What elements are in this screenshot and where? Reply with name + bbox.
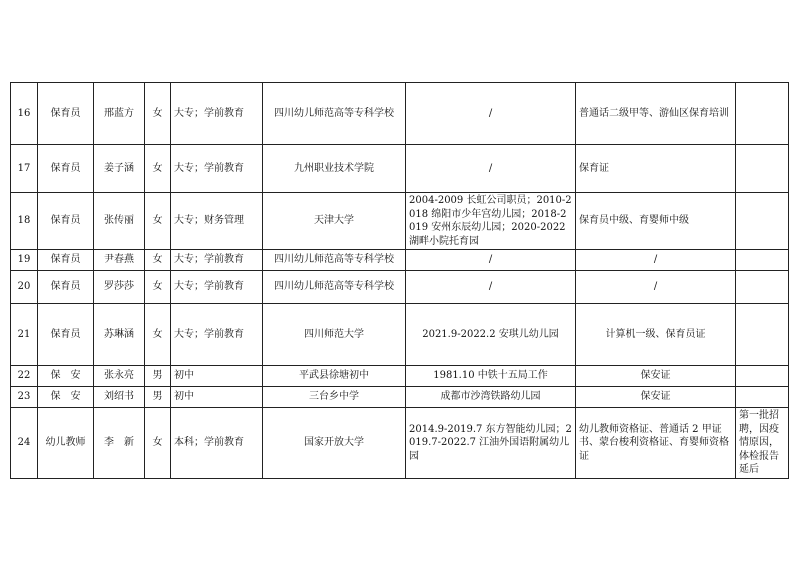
position-cell: 保育员 (38, 193, 94, 250)
experience-cell: / (406, 271, 576, 304)
experience-cell: 2021.9-2022.2 安琪儿幼儿园 (406, 304, 576, 366)
table-row (11, 250, 789, 271)
note-cell (736, 387, 789, 408)
table-row (11, 193, 789, 250)
gender-cell: 男 (145, 366, 171, 387)
experience-cell: 成都市沙湾铁路幼儿园 (406, 387, 576, 408)
education-cell: 大专；学前教育 (171, 271, 263, 304)
gender-cell: 女 (145, 408, 171, 479)
table-row (11, 145, 789, 193)
certificates-cell: / (576, 271, 736, 304)
experience-cell: / (406, 250, 576, 271)
gender-cell: 女 (145, 271, 171, 304)
gender-cell: 女 (145, 250, 171, 271)
name-cell: 邢蓝方 (94, 83, 145, 145)
education-cell: 初中 (171, 366, 263, 387)
table-row (11, 408, 789, 479)
position-cell: 保 安 (38, 366, 94, 387)
position-cell: 保育员 (38, 145, 94, 193)
position-cell: 保育员 (38, 304, 94, 366)
gender-cell: 女 (145, 145, 171, 193)
school-cell: 四川师范大学 (263, 304, 406, 366)
position-cell: 保育员 (38, 250, 94, 271)
row-number: 23 (11, 387, 38, 408)
education-cell: 本科；学前教育 (171, 408, 263, 479)
note-cell (736, 145, 789, 193)
certificates-cell: 普通话二级甲等、游仙区保育培训 (576, 83, 736, 145)
name-cell: 罗莎莎 (94, 271, 145, 304)
name-cell: 尹春燕 (94, 250, 145, 271)
position-cell: 保育员 (38, 271, 94, 304)
school-cell: 天津大学 (263, 193, 406, 250)
name-cell: 张传丽 (94, 193, 145, 250)
name-cell: 苏琳涵 (94, 304, 145, 366)
education-cell: 大专；学前教育 (171, 83, 263, 145)
name-cell: 张永亮 (94, 366, 145, 387)
gender-cell: 女 (145, 193, 171, 250)
gender-cell: 女 (145, 83, 171, 145)
table-row (11, 387, 789, 408)
row-number: 19 (11, 250, 38, 271)
school-cell: 四川幼儿师范高等专科学校 (263, 83, 406, 145)
table-row (11, 271, 789, 304)
experience-cell: / (406, 83, 576, 145)
certificates-cell: 保安证 (576, 387, 736, 408)
note-cell: 第一批招聘，因疫情原因，体检报告延后 (736, 408, 789, 479)
gender-cell: 男 (145, 387, 171, 408)
school-cell: 四川幼儿师范高等专科学校 (263, 250, 406, 271)
row-number: 18 (11, 193, 38, 250)
certificates-cell: 计算机一级、保育员证 (576, 304, 736, 366)
education-cell: 大专；财务管理 (171, 193, 263, 250)
education-cell: 初中 (171, 387, 263, 408)
gender-cell: 女 (145, 304, 171, 366)
staff-table (10, 82, 789, 479)
table-row (11, 83, 789, 145)
row-number: 22 (11, 366, 38, 387)
name-cell: 姜子涵 (94, 145, 145, 193)
row-number: 17 (11, 145, 38, 193)
note-cell (736, 366, 789, 387)
note-cell (736, 271, 789, 304)
row-number: 21 (11, 304, 38, 366)
note-cell (736, 193, 789, 250)
school-cell: 三台乡中学 (263, 387, 406, 408)
name-cell: 刘绍书 (94, 387, 145, 408)
row-number: 20 (11, 271, 38, 304)
education-cell: 大专；学前教育 (171, 304, 263, 366)
experience-cell: / (406, 145, 576, 193)
table-row (11, 366, 789, 387)
note-cell (736, 304, 789, 366)
table-row (11, 304, 789, 366)
certificates-cell: 保育员中级、育婴师中级 (576, 193, 736, 250)
row-number: 16 (11, 83, 38, 145)
school-cell: 平武县徐塘初中 (263, 366, 406, 387)
school-cell: 国家开放大学 (263, 408, 406, 479)
certificates-cell: / (576, 250, 736, 271)
note-cell (736, 83, 789, 145)
certificates-cell: 保育证 (576, 145, 736, 193)
experience-cell: 1981.10 中铁十五局工作 (406, 366, 576, 387)
position-cell: 幼儿教师 (38, 408, 94, 479)
certificates-cell: 幼儿教师资格证、普通话 2 甲证书、蒙台梭利资格证、育婴师资格证 (576, 408, 736, 479)
certificates-cell: 保安证 (576, 366, 736, 387)
position-cell: 保 安 (38, 387, 94, 408)
row-number: 24 (11, 408, 38, 479)
note-cell (736, 250, 789, 271)
education-cell: 大专；学前教育 (171, 250, 263, 271)
experience-cell: 2004-2009 长虹公司职员；2010-2018 绵阳市少年宫幼儿园；2018-2019 安州东辰幼儿园；2020-2022 湖畔小院托育园 (406, 193, 576, 250)
position-cell: 保育员 (38, 83, 94, 145)
experience-cell: 2014.9-2019.7 东方智能幼儿园；2019.7-2022.7 江油外国语附属幼儿园 (406, 408, 576, 479)
school-cell: 九州职业技术学院 (263, 145, 406, 193)
education-cell: 大专；学前教育 (171, 145, 263, 193)
name-cell: 李 新 (94, 408, 145, 479)
school-cell: 四川幼儿师范高等专科学校 (263, 271, 406, 304)
